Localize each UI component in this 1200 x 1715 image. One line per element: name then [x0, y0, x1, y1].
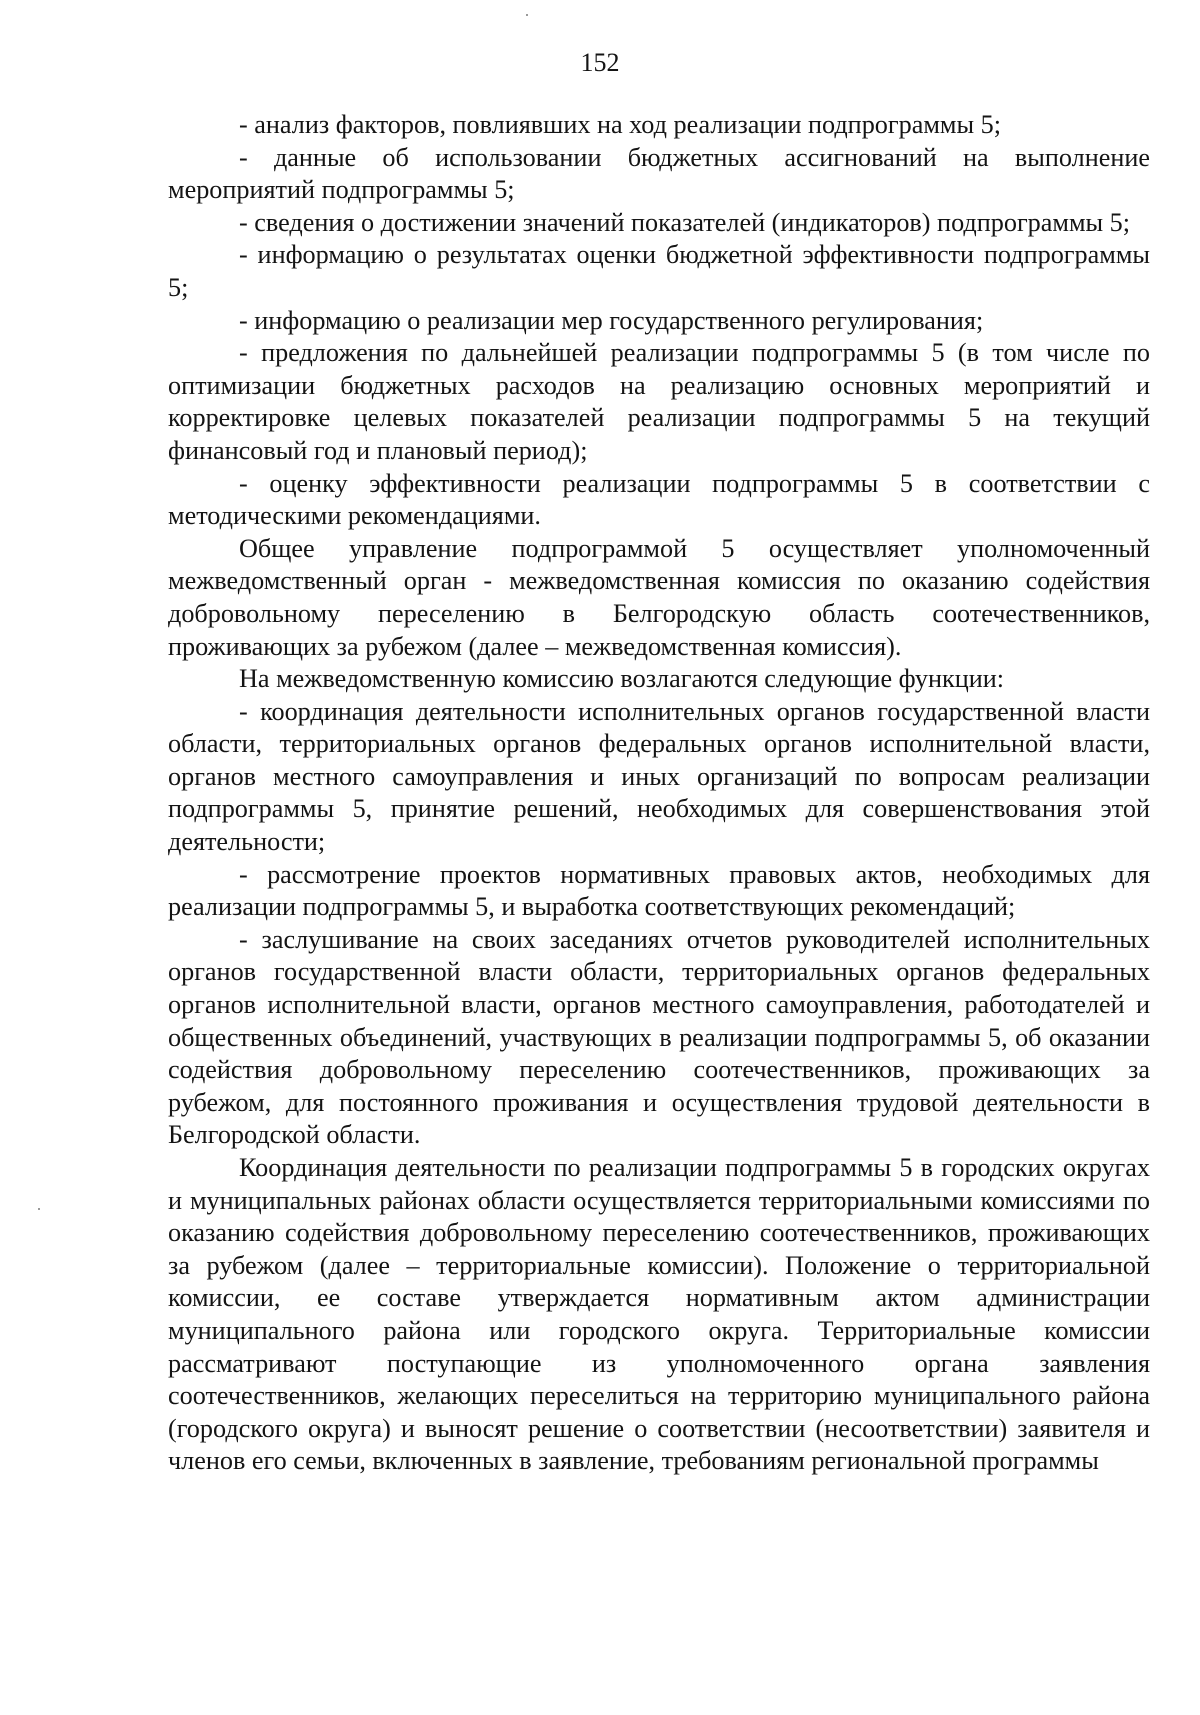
- list-item-factor-analysis: - анализ факторов, повлиявших на ход реализации подпрограммы 5;: [239, 110, 1001, 139]
- list-item-budget-usage: - данные об использовании бюджетных ассигнований на выполнение мероприятий подпрограммы 5;: [168, 142, 1150, 205]
- scan-speck: [526, 14, 528, 16]
- list-item-proposals: - предложения по дальнейшей реализации подпрограммы 5 (в том числе по оптимизации бюджетных расходов на реализацию основных мероприятий и корректировке целевых показателей реализации подпрограммы 5 на текущий финансовый год и плановый период);: [168, 338, 1150, 465]
- list-item-state-regulation: - информацию о реализации мер государственного регулирования;: [239, 305, 984, 335]
- list-item-hearing-reports: - заслушивание на своих заседаниях отчетов руководителей исполнительных органов государственной власти области, территориальных органов федеральных органов исполнительной власти, органов местного самоуправления, работодателей и общественных объединений, участвующих в реализации подпрограммы 5, об оказании содействия добровольному переселению соотечественников, проживающих за рубежом, для постоянного проживания и осуществления трудовой деятельности в Белгородской области.: [168, 924, 1150, 1150]
- list-item-indicators: - сведения о достижении значений показателей (индикаторов) подпрограммы 5;: [239, 207, 1131, 237]
- list-item-budget-efficiency: - информацию о результатах оценки бюджетной эффективности подпрограммы 5;: [168, 240, 1150, 302]
- scan-speck: [38, 1208, 40, 1210]
- list-item-coordination: - координация деятельности исполнительных органов государственной власти области, территориальных органов федеральных органов исполнительной власти, органов местного самоуправления и иных организаций по вопросам реализации подпрограммы 5, принятие решений, необходимых для совершенствования этой деятельности;: [168, 696, 1150, 857]
- page-number: 152: [580, 48, 620, 77]
- paragraph-general-management: Общее управление подпрограммой 5 осуществляет уполномоченный межведомственный орган - межведомственная комиссия по оказанию содействия добровольному переселению в Белгородскую область соотечественников, проживающих за рубежом (далее – межведомственная комиссия).: [168, 533, 1150, 661]
- list-item-efficiency-assessment: - оценку эффективности реализации подпрограммы 5 в соответствии с методическими рекомендациями.: [168, 468, 1150, 531]
- paragraph-commission-functions: На межведомственную комиссию возлагаются следующие функции:: [239, 664, 1005, 694]
- list-item-draft-acts: - рассмотрение проектов нормативных правовых актов, необходимых для реализации подпрограммы 5, и выработка соответствующих рекомендаций;: [168, 859, 1150, 922]
- document-body: [168, 109, 1150, 1478]
- paragraph-territorial-commissions: Координация деятельности по реализации подпрограммы 5 в городских округах и муниципальных районах области осуществляется территориальными комиссиями по оказанию содействия добровольному переселению соотечественников, проживающих за рубежом (далее – территориальные комиссии). Положение о территориальной комиссии, ее составе утверждается нормативным актом администрации муниципального района или городского округа. Территориальные комиссии рассматривают поступающие из уполномоченного органа заявления соотечественников, желающих переселиться на территорию муниципального района (городского округа) и выносят решение о соответствии (несоответствии) заявителя и членов его семьи, включенных в заявление, требованиям региональной программы: [168, 1153, 1150, 1476]
